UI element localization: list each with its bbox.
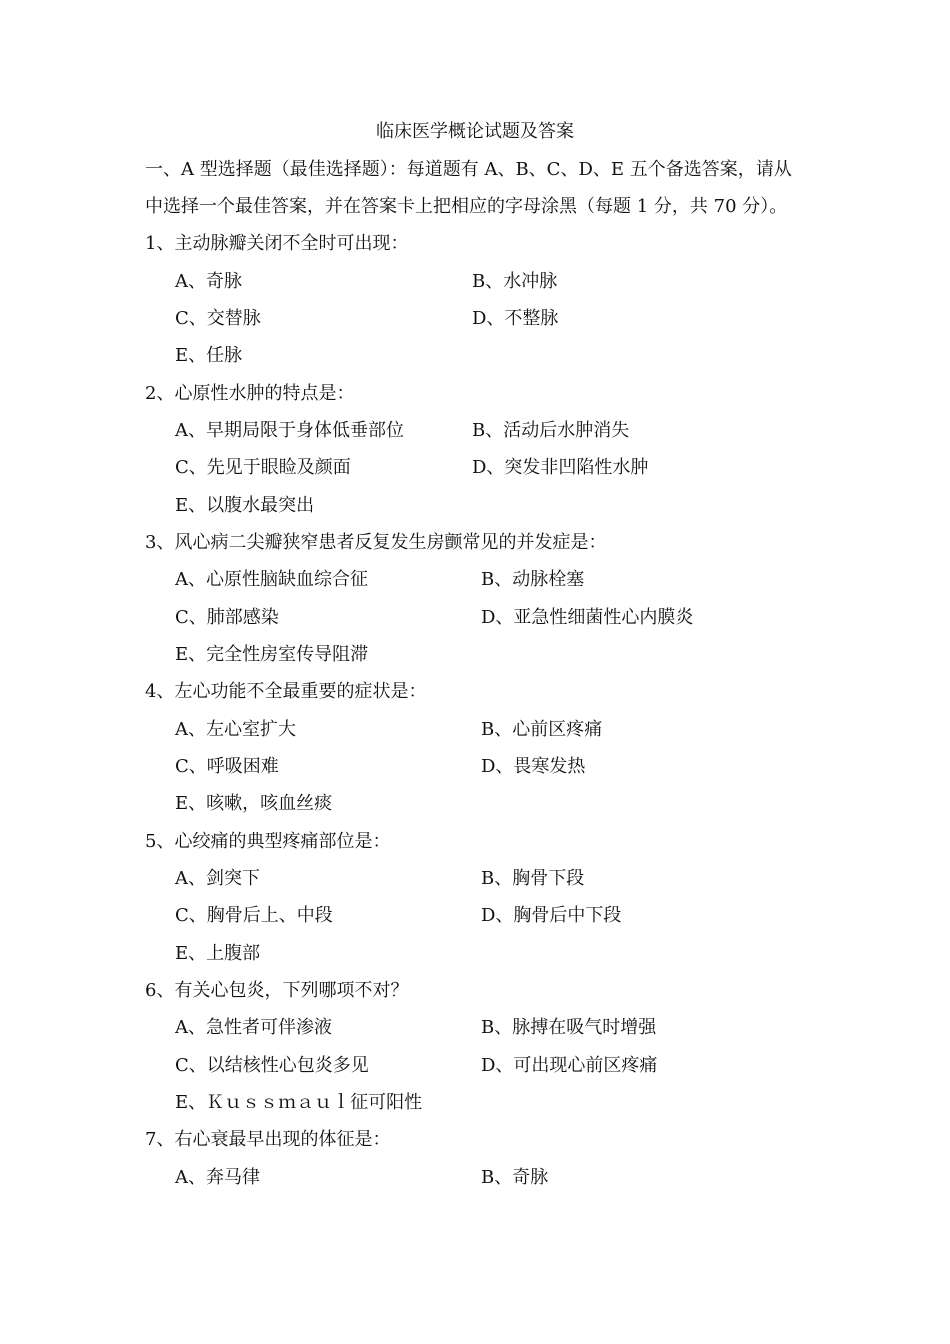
question-6-stem: 6、有关心包炎，下列哪项不对？ [145,980,409,1001]
question-3-option-c: C、肺部感染 [175,607,279,628]
question-7-option-b: B、奇脉 [481,1167,549,1188]
question-5-option-a: A、剑突下 [175,868,260,889]
question-1-option-c: C、交替脉 [175,308,261,329]
question-1-option-b: B、水冲脉 [472,271,558,292]
question-6-option-d: D、可出现心前区疼痛 [481,1055,658,1076]
question-1-stem: 1、主动脉瓣关闭不全时可出现： [145,233,409,254]
question-2-option-e: E、以腹水最突出 [175,495,315,516]
question-7-stem: 7、右心衰最早出现的体征是： [145,1129,391,1150]
question-4-option-b: B、心前区疼痛 [481,719,603,740]
question-5-option-d: D、胸骨后中下段 [481,905,622,926]
question-2-option-d: D、突发非凹陷性水肿 [472,457,649,478]
question-2-option-a: A、早期局限于身体低垂部位 [175,420,404,441]
question-1-option-d: D、不整脉 [472,308,559,329]
question-6-option-b: B、脉搏在吸气时增强 [481,1017,657,1038]
question-5-stem: 5、心绞痛的典型疼痛部位是： [145,831,391,852]
question-4-option-c: C、呼吸困难 [175,756,279,777]
section-intro-line-2: 中选择一个最佳答案，并在答案卡上把相应的字母涂黑（每题 1 分，共 70 分）。 [145,196,788,217]
question-5-option-c: C、胸骨后上、中段 [175,905,333,926]
question-2-stem: 2、心原性水肿的特点是： [145,383,355,404]
question-2-option-c: C、先见于眼睑及颜面 [175,457,351,478]
question-2-option-b: B、活动后水肿消失 [472,420,630,441]
question-3-option-b: B、动脉栓塞 [481,569,585,590]
section-intro-line-1: 一、A 型选择题（最佳选择题）：每道题有 A、B、C、D、E 五个备选答案，请从 [145,159,792,180]
question-3-option-a: A、心原性脑缺血综合征 [175,569,368,590]
question-7-option-a: A、奔马律 [175,1167,260,1188]
question-6-option-c: C、以结核性心包炎多见 [175,1055,369,1076]
question-4-option-e: E、咳嗽，咳血丝痰 [175,793,333,814]
question-5-option-e: E、上腹部 [175,943,261,964]
question-6-option-e: E、Ｋｕｓｓｍａｕｌ征可阳性 [175,1092,423,1113]
question-3-option-e: E、完全性房室传导阻滞 [175,644,369,665]
question-3-stem: 3、风心病二尖瓣狭窄患者反复发生房颤常见的并发症是： [145,532,607,553]
question-1-option-e: E、任脉 [175,345,243,366]
question-4-option-a: A、左心室扩大 [175,719,296,740]
question-4-stem: 4、左心功能不全最重要的症状是： [145,681,427,702]
question-3-option-d: D、亚急性细菌性心内膜炎 [481,607,694,628]
document-title: 临床医学概论试题及答案 [376,121,574,142]
question-4-option-d: D、畏寒发热 [481,756,586,777]
question-1-option-a: A、奇脉 [175,271,242,292]
question-6-option-a: A、急性者可伴渗液 [175,1017,332,1038]
question-5-option-b: B、胸骨下段 [481,868,585,889]
